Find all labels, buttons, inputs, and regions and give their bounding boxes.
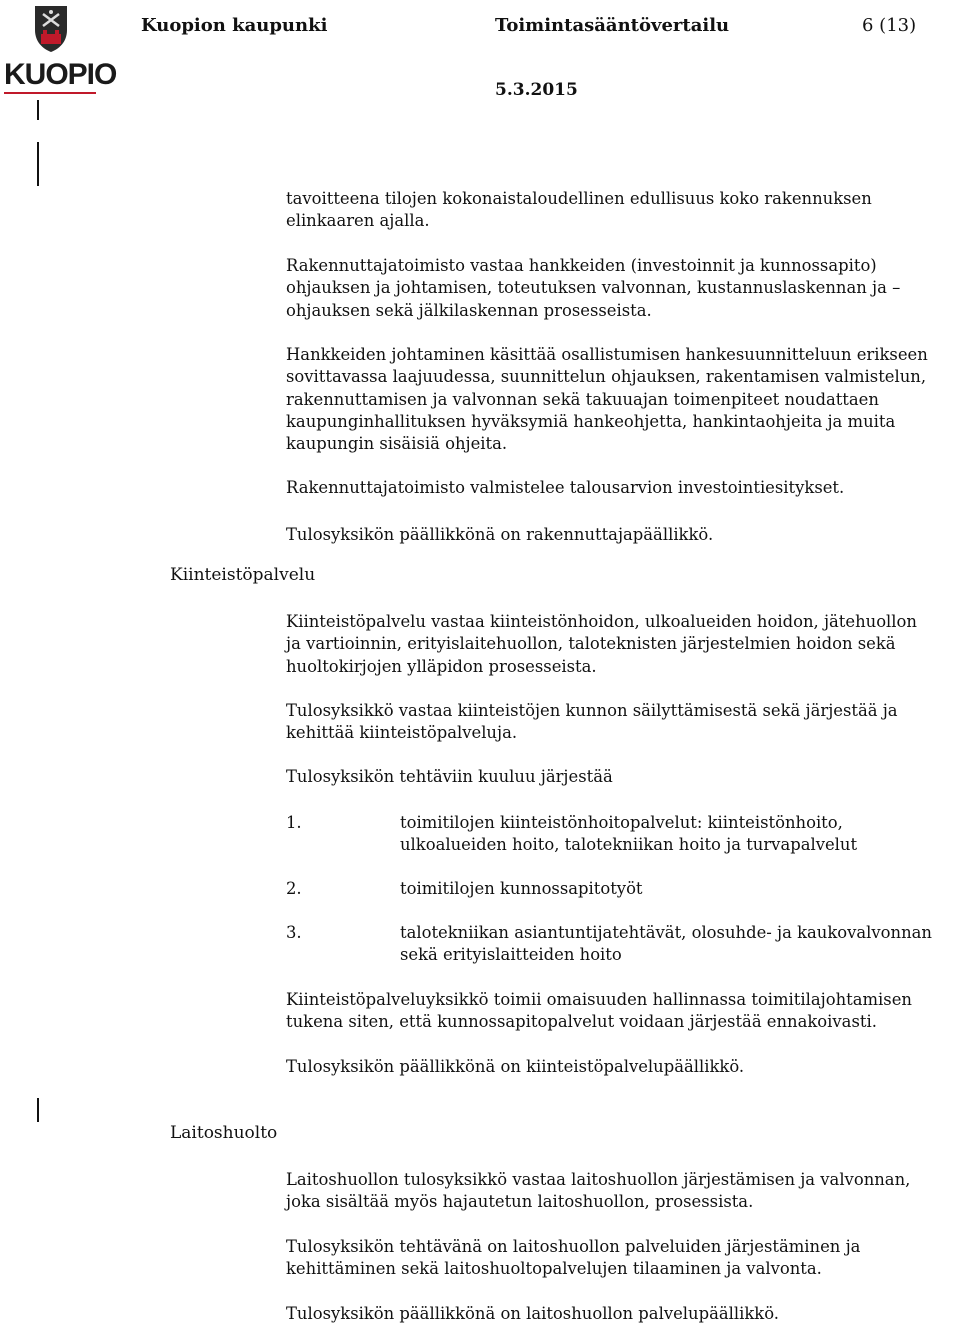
- list-item: toimitilojen kunnossapitotyöt: [400, 879, 643, 898]
- change-bar: [37, 1098, 39, 1122]
- logo-wordmark: KUOPIO: [4, 58, 117, 91]
- paragraph: Kiinteistöpalveluyksikkö toimii omaisuuden hallinnassa toimitilajohtamisen tukena siten, että kunnossapitopalvelut voidaan järjestää ennakoivasti.: [286, 990, 912, 1032]
- paragraph: Rakennuttajatoimisto valmistelee talousarvion investointiesitykset.: [286, 478, 845, 497]
- section-heading-laitoshuolto: Laitoshuolto: [170, 1123, 278, 1143]
- coat-of-arms-icon: [33, 4, 69, 54]
- paragraph: Rakennuttajatoimisto vastaa hankkeiden (investoinnit ja kunnossapito) ohjauksen ja johtamisen, toteutuksen valvonnan, kustannuslaskennan ja – ohjauksen sekä jälkilaskennan prosesseista.: [286, 256, 901, 320]
- list-number: 2.: [286, 879, 302, 898]
- list-number: 1.: [286, 813, 302, 832]
- paragraph: Kiinteistöpalvelu vastaa kiinteistönhoidon, ulkoalueiden hoidon, jätehuollon ja vartioinnin, erityislaitehuollon, taloteknisten järjestelmien hoidon sekä huoltokirjojen ylläpidon prosesseista.: [286, 612, 917, 676]
- paragraph: Tulosyksikön tehtävänä on laitoshuollon palveluiden järjestäminen ja kehittäminen sekä laitoshuoltopalvelujen tilaaminen ja valvonta.: [286, 1237, 861, 1279]
- change-bar: [37, 100, 39, 120]
- list-number: 3.: [286, 923, 302, 942]
- paragraph: Hankkeiden johtaminen käsittää osallistumisen hankesuunnitteluun erikseen sovittavassa laajuudessa, suunnittelun ohjauksen, rakentamisen valmistelun, rakennuttamisen ja valvonnan sekä takuuajan toimenpiteet noudattaen kaupunginhallituksen hyväksymiä hankeohjetta, hankintaohjeita ja muita kaupungin sisäisiä ohjeita.: [286, 345, 928, 454]
- header-doc-title: Toimintasääntövertailu: [495, 15, 730, 36]
- paragraph: Laitoshuollon tulosyksikkö vastaa laitoshuollon järjestämisen ja valvonnan, joka sisältää myös hajautetun laitoshuollon, prosessista.: [286, 1170, 911, 1212]
- change-bar: [37, 142, 39, 186]
- list-item: talotekniikan asiantuntijatehtävät, olosuhde- ja kaukovalvonnan sekä erityislaitteiden hoito: [400, 923, 932, 965]
- header-date: 5.3.2015: [495, 80, 578, 100]
- paragraph: Tulosyksikön tehtäviin kuuluu järjestää: [286, 767, 613, 786]
- paragraph: Tulosyksikön päällikkönä on rakennuttajapäällikkö.: [286, 525, 714, 544]
- paragraph: tavoitteena tilojen kokonaistaloudellinen edullisuus koko rakennuksen elinkaaren ajalla.: [286, 189, 872, 231]
- logo-underline: [4, 92, 96, 94]
- list-item: toimitilojen kiinteistönhoitopalvelut: kiinteistönhoito, ulkoalueiden hoito, talotekniikan hoito ja turvapalvelut: [400, 813, 858, 855]
- paragraph: Tulosyksikkö vastaa kiinteistöjen kunnon säilyttämisestä sekä järjestää ja kehittää kiinteistöpalveluja.: [286, 701, 898, 743]
- header-org: Kuopion kaupunki: [141, 15, 328, 36]
- header-page-number: 6 (13): [862, 15, 917, 36]
- paragraph: Tulosyksikön päällikkönä on kiinteistöpalvelupäällikkö.: [286, 1057, 745, 1076]
- paragraph: Tulosyksikön päällikkönä on laitoshuollon palvelupäällikkö.: [286, 1304, 779, 1323]
- section-heading-kiinteistopalvelu: Kiinteistöpalvelu: [170, 565, 316, 585]
